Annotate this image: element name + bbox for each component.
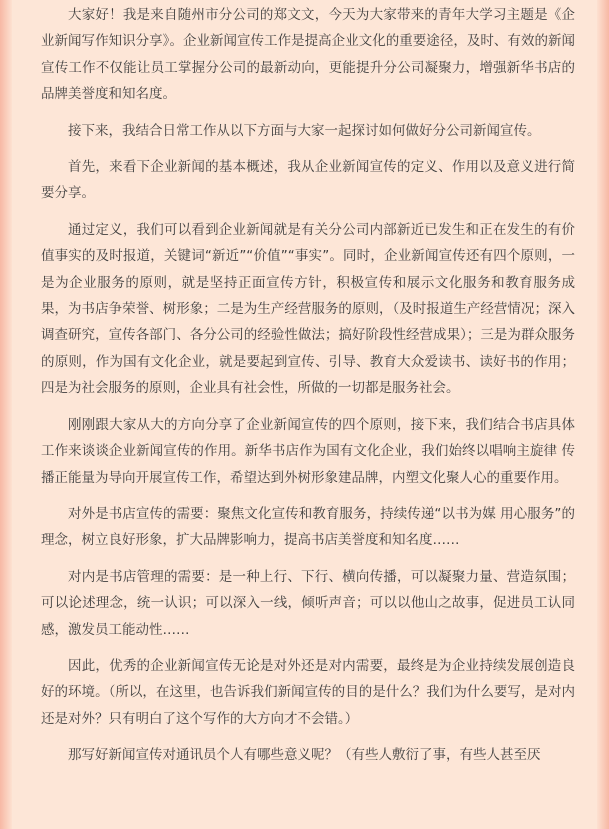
- paragraph-transition: 接下来，我结合日常工作从以下方面与大家一起探讨如何做好分公司新闻宣传。: [68, 122, 541, 139]
- article-body: [41, 0, 575, 779]
- left-decorative-border: [0, 0, 12, 829]
- paragraph-significance: 那写好新闻宣传对通讯员个人有哪些意义呢？（有些人敷衍了事，有些人甚至厌: [68, 747, 541, 764]
- right-decorative-border: [597, 0, 609, 829]
- article-page: [12, 0, 597, 829]
- paragraph-conclusion: 因此，优秀的企业新闻宣传无论是对外还是对内需要，最终是为企业持续发展创造良好的环境。（所以，在这里，也告诉我们新闻宣传的目的是什么？我们为什么要写，是对内还是对外？只有明白了这个写作的大方向才不会错。）: [41, 657, 575, 727]
- paragraph-role: 刚刚跟大家从大的方向分享了企业新闻宣传的四个原则，接下来，我们结合书店具体工作来谈谈企业新闻宣传的作用。新华书店作为国有文化企业，我们始终以唱响主旋律 传播正能量为导向开展宣传工作，希望达到外树形象建品牌，内塑文化聚人心的重要作用。: [41, 416, 575, 486]
- paragraph-definition-principles: 通过定义，我们可以看到企业新闻就是有关分公司内部新近已发生和正在发生的有价值事实的及时报道，关键词“新近”“价值”“事实”。同时，企业新闻宣传还有四个原则，一是为企业服务的原则，就是坚持正面宣传方针，积极宣传和展示文化服务和教育服务成果，为书店争荣誉、树形象；二是为生产经营服务的原则，（及时报道生产经营情况；深入调查研究，宣传各部门、各分公司的经验性做法；搞好阶段性经营成果）；三是为群众服务的原则，作为国有文化企业，就是要起到宣传、引导、教育大众爱读书、读好书的作用；四是为社会服务的原则，企业具有社会性，所做的一切都是服务社会。: [41, 221, 575, 397]
- paragraph-introduction: 大家好！我是来自随州市分公司的郑文文，今天为大家带来的青年大学习主题是《企业新闻写作知识分享》。企业新闻宣传工作是提高企业文化的重要途径，及时、有效的新闻宣传工作不仅能让员工掌握分公司的最新动向，更能提升分公司凝聚力，增强新华书店的品牌美誉度和知名度。: [41, 7, 575, 103]
- paragraph-internal-needs: 对内是书店管理的需要：是一种上行、下行、横向传播，可以凝聚力量、营造氛围；可以论述理念，统一认识；可以深入一线，倾听声音；可以以他山之故事，促进员工认同感，激发员工能动性……: [41, 568, 575, 638]
- paragraph-external-needs: 对外是书店宣传的需要：聚焦文化宣传和教育服务，持续传递“以书为媒 用心服务”的理念，树立良好形象，扩大品牌影响力，提高书店美誉度和知名度……: [41, 505, 575, 549]
- paragraph-overview: 首先，来看下企业新闻的基本概述，我从企业新闻宣传的定义、作用以及意义进行简要分享。: [41, 159, 575, 202]
